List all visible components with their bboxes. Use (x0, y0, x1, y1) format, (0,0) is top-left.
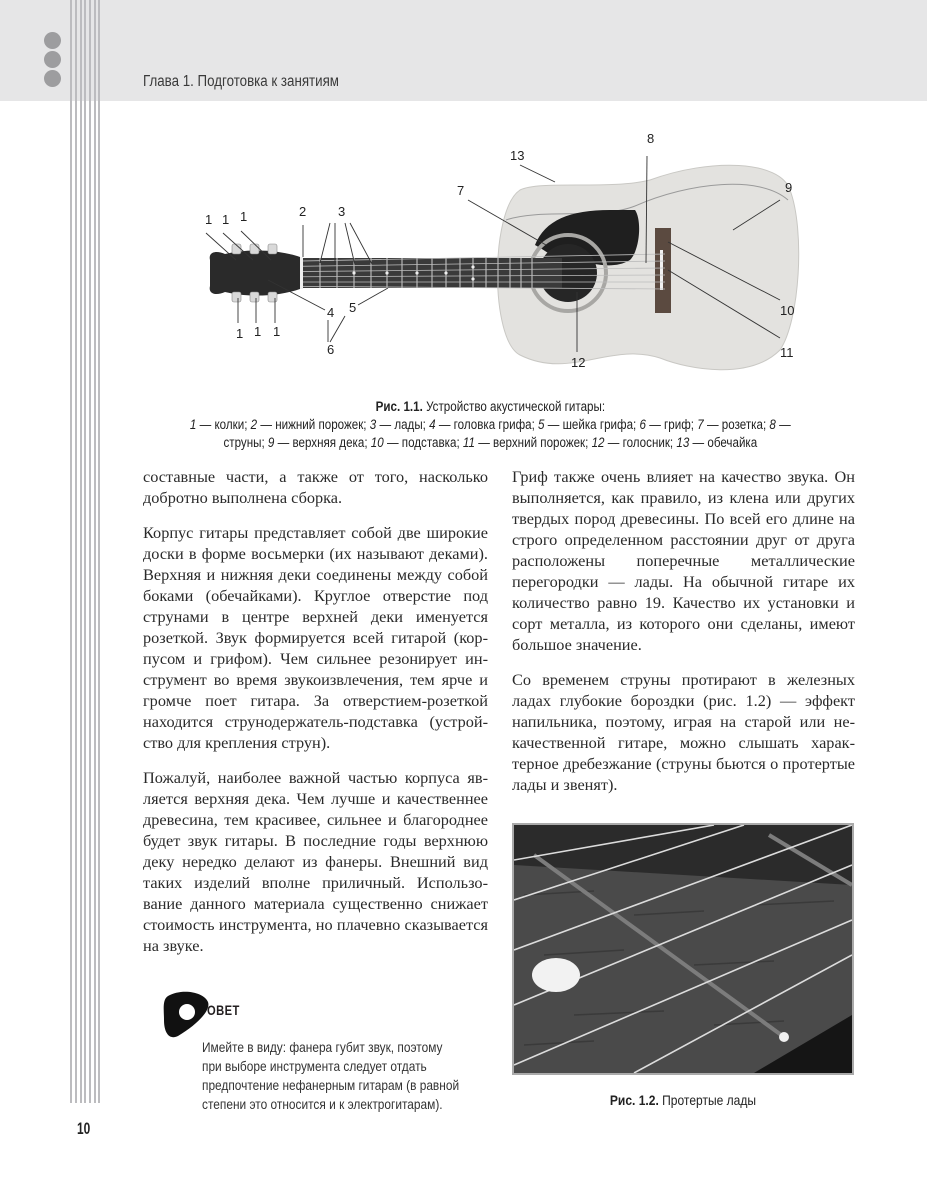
running-head: Глава 1. Подготовка к занятиям (143, 73, 339, 90)
worn-frets-image (514, 825, 852, 1073)
caption-legend-line-1: 1 — колки; 2 — нижний порожек; 3 — лады; 4 — головка грифа; 5 — шейка грифа; 6 — гриф; 7 — розетка; 8 — (189, 417, 791, 432)
page-number: 10 (77, 1119, 91, 1138)
caption-title: Протертые лады (662, 1092, 757, 1108)
callout-7: 7 (457, 183, 465, 198)
figure-1-caption (130, 398, 850, 452)
figure-guitar-anatomy (190, 120, 830, 390)
caption-legend-line-2: струны; 9 — верхняя дека; 10 — подставка; 11 — верхний порожек; 12 — голосник; 13 — обечайка (223, 435, 757, 450)
callout-13: 13 (510, 148, 525, 163)
callout-8: 8 (647, 131, 655, 146)
callout-1: 1 (205, 212, 213, 227)
caption-title: Устройство акустической гитары: (425, 399, 605, 414)
figure-2-caption (512, 1092, 854, 1108)
callout-1: 1 (236, 326, 244, 341)
callout-1: 1 (222, 212, 230, 227)
guitar-pick-icon (162, 990, 212, 1038)
callout-4: 4 (327, 305, 335, 320)
paragraph: Корпус гитары представляет собой две широкие доски в форме восьмерки (их называют деками). Верхняя и нижняя деки соединены между собой боками (обечайками). Круглое отверстие под струнами в центре верхней деки именуется розеткой. Звук формируется всей гитарой (корпусом и грифом). Чем сильнее резонирует инструмент во время звукоизвлечения, тем ярче и громче поет гитара. За отверстием-розеткой находится струнодержатель-подставка (устройство для крепления струн). (143, 523, 488, 752)
decorative-string-lines (70, 0, 100, 1103)
saddle (660, 250, 663, 290)
callout-6: 6 (327, 342, 335, 357)
tip-title: ОВЕТ (207, 1002, 240, 1018)
callout-1: 1 (273, 324, 281, 339)
header-band (0, 0, 927, 101)
callout-1: 1 (240, 209, 248, 224)
paragraph: Пожалуй, наиболее важной частью корпуса является верхняя дека. Чем лучше и качественнее древесина, тем красивее, сильнее и благороднее будет звук гитары. В последние годы верхнюю деку нередко делают из фанеры. Внешний вид таких изделий вполне приличный. Использование данного материала существенно снижает стоимость инструмента, но плачевно сказывается на звуке. (143, 768, 488, 955)
caption-number: Рис. 1.2. (609, 1092, 659, 1108)
dot-icon (44, 32, 61, 49)
callout-10: 10 (780, 303, 795, 318)
callout-9: 9 (785, 180, 793, 195)
body-column-right (512, 466, 855, 809)
callout-2: 2 (299, 204, 307, 219)
body-column-left (143, 466, 488, 970)
dot-icon (44, 51, 61, 68)
paragraph: Со временем струны протирают в железных ладах глубокие бороздки (рис. 1.2) — эффект напильника, поэтому, играя на старой или некачественной гитаре, можно слышать характерное дребезжание (струны бьются о протертые лады и звенят). (512, 670, 855, 794)
decorative-dots (44, 32, 61, 89)
paragraph: составные части, а также от того, насколько добротно выполнена сборка. (143, 467, 488, 507)
callout-11: 11 (780, 345, 794, 360)
fret-marker-dot (532, 958, 580, 992)
callout-12: 12 (571, 355, 586, 370)
nut (300, 257, 303, 289)
paragraph: Гриф также очень влияет на качество звука. Он выполняется, как правило, из клена или других твердых пород древесины. По всей его длине на строго определенном расстоянии друг от друга расположены поперечные металлические перегородки — лады. На обычной гитаре их количество равно 19. Качество их установки и сорт металла, из которого они сделаны, имеют большое значение. (512, 467, 855, 654)
tip-body: Имейте в виду: фанера губит звук, поэтому при выборе инструмента следует отдать предпочтение нефанерным гитарам (в равной степени это относится и к электрогитарам). (202, 1039, 460, 1112)
caption-number: Рис. 1.1. (375, 399, 423, 414)
callout-1: 1 (254, 324, 262, 339)
callout-3: 3 (338, 204, 346, 219)
dot-icon (44, 70, 61, 87)
figure-worn-frets-photo (512, 823, 854, 1075)
headstock (210, 250, 300, 295)
callout-5: 5 (349, 300, 357, 315)
